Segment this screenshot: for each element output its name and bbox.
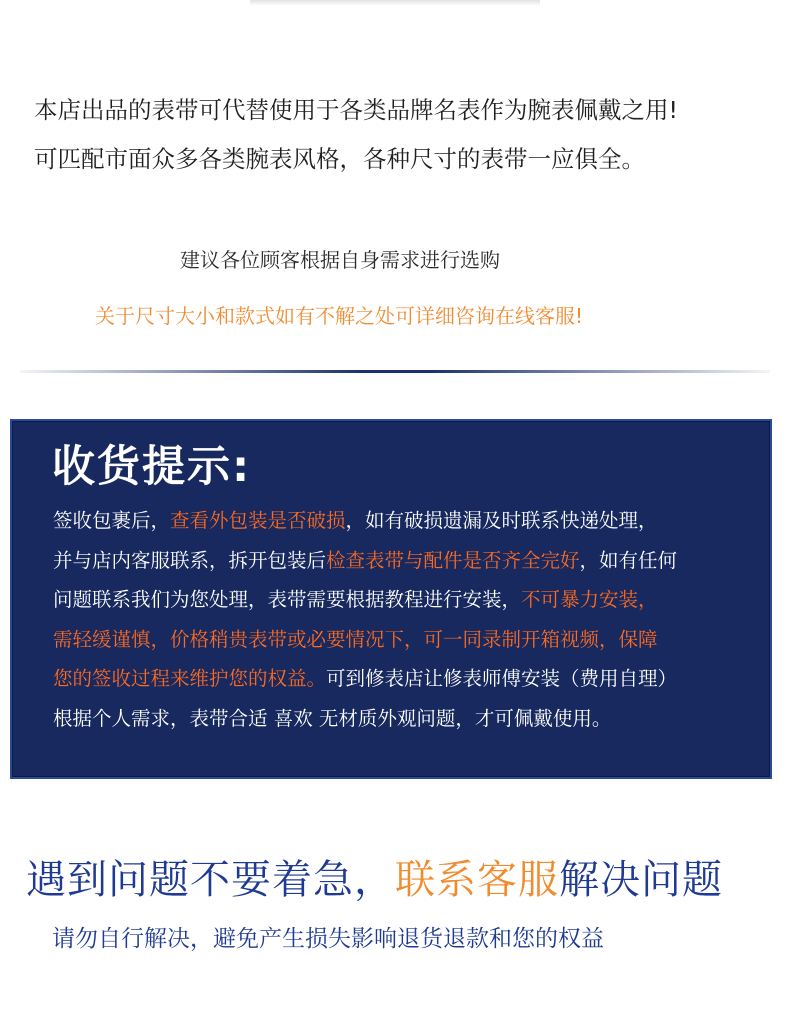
notice-line-2-highlight: 检查表带与配件是否齐全完好 [326, 548, 580, 572]
notice-line-2-text-b: ，如有任何 [579, 548, 678, 572]
intro-line-2: 可匹配市面众多各类腕表风格，各种尺寸的表带一应俱全。 [34, 145, 645, 173]
notice-line-3-highlight: 不可暴力安装， [521, 588, 658, 611]
notice-line-6: 根据个人需求，表带合适 喜欢 无材质外观问题，才可佩戴使用。 [53, 706, 612, 730]
notice-line-1-highlight: 查看外包装是否破损 [170, 509, 346, 532]
headline-highlight: 联系客服 [395, 857, 559, 903]
notice-line-4-highlight: 需轻缓谨慎，价格稍贵表带或必要情况下，可一同录制开箱视频，保障 [53, 627, 658, 651]
receipt-notice-panel [10, 419, 772, 779]
notice-line-2 [53, 541, 765, 581]
notice-line-5 [53, 659, 765, 699]
notice-line-3-text-a: 问题联系我们为您处理，表带需要根据教程进行安装， [53, 588, 522, 611]
contact-service-subtitle: 请勿自行解决，避免产生损失影响退货退款和您的权益 [52, 926, 604, 952]
headline-text-b: 解决问题 [559, 857, 723, 903]
notice-line-5-highlight: 您的签收过程来维护您的权益。 [53, 667, 327, 690]
notice-line-3 [53, 580, 765, 620]
consult-customer-service-text: 关于尺寸大小和款式如有不解之处可详细咨询在线客服! [95, 304, 584, 328]
receipt-notice-body [53, 501, 765, 738]
headline-text-a: 遇到问题不要着急， [26, 857, 395, 903]
contact-service-headline [26, 848, 723, 905]
receipt-notice-title: 收货提示: [52, 442, 252, 492]
notice-line-4 [53, 620, 765, 660]
top-shadow-decoration [250, 0, 540, 6]
notice-line-5-text-b: 可到修表店让修表师傅安装（费用自理） [326, 667, 678, 690]
section-divider [20, 370, 770, 373]
intro-text-block [34, 86, 784, 184]
notice-line-2-text-a: 并与店内客服联系，拆开包装后 [53, 548, 327, 572]
purchase-suggestion-text: 建议各位顾客根据自身需求进行选购 [180, 248, 500, 272]
intro-line-1: 本店出品的表带可代替使用于各类品牌名表作为腕表佩戴之用! [34, 96, 678, 124]
notice-line-1 [53, 501, 765, 541]
notice-line-1-text-a: 签收包裹后， [53, 509, 171, 532]
notice-line-1-text-b: ，如有破损遗漏及时联系快递处理， [345, 509, 658, 532]
